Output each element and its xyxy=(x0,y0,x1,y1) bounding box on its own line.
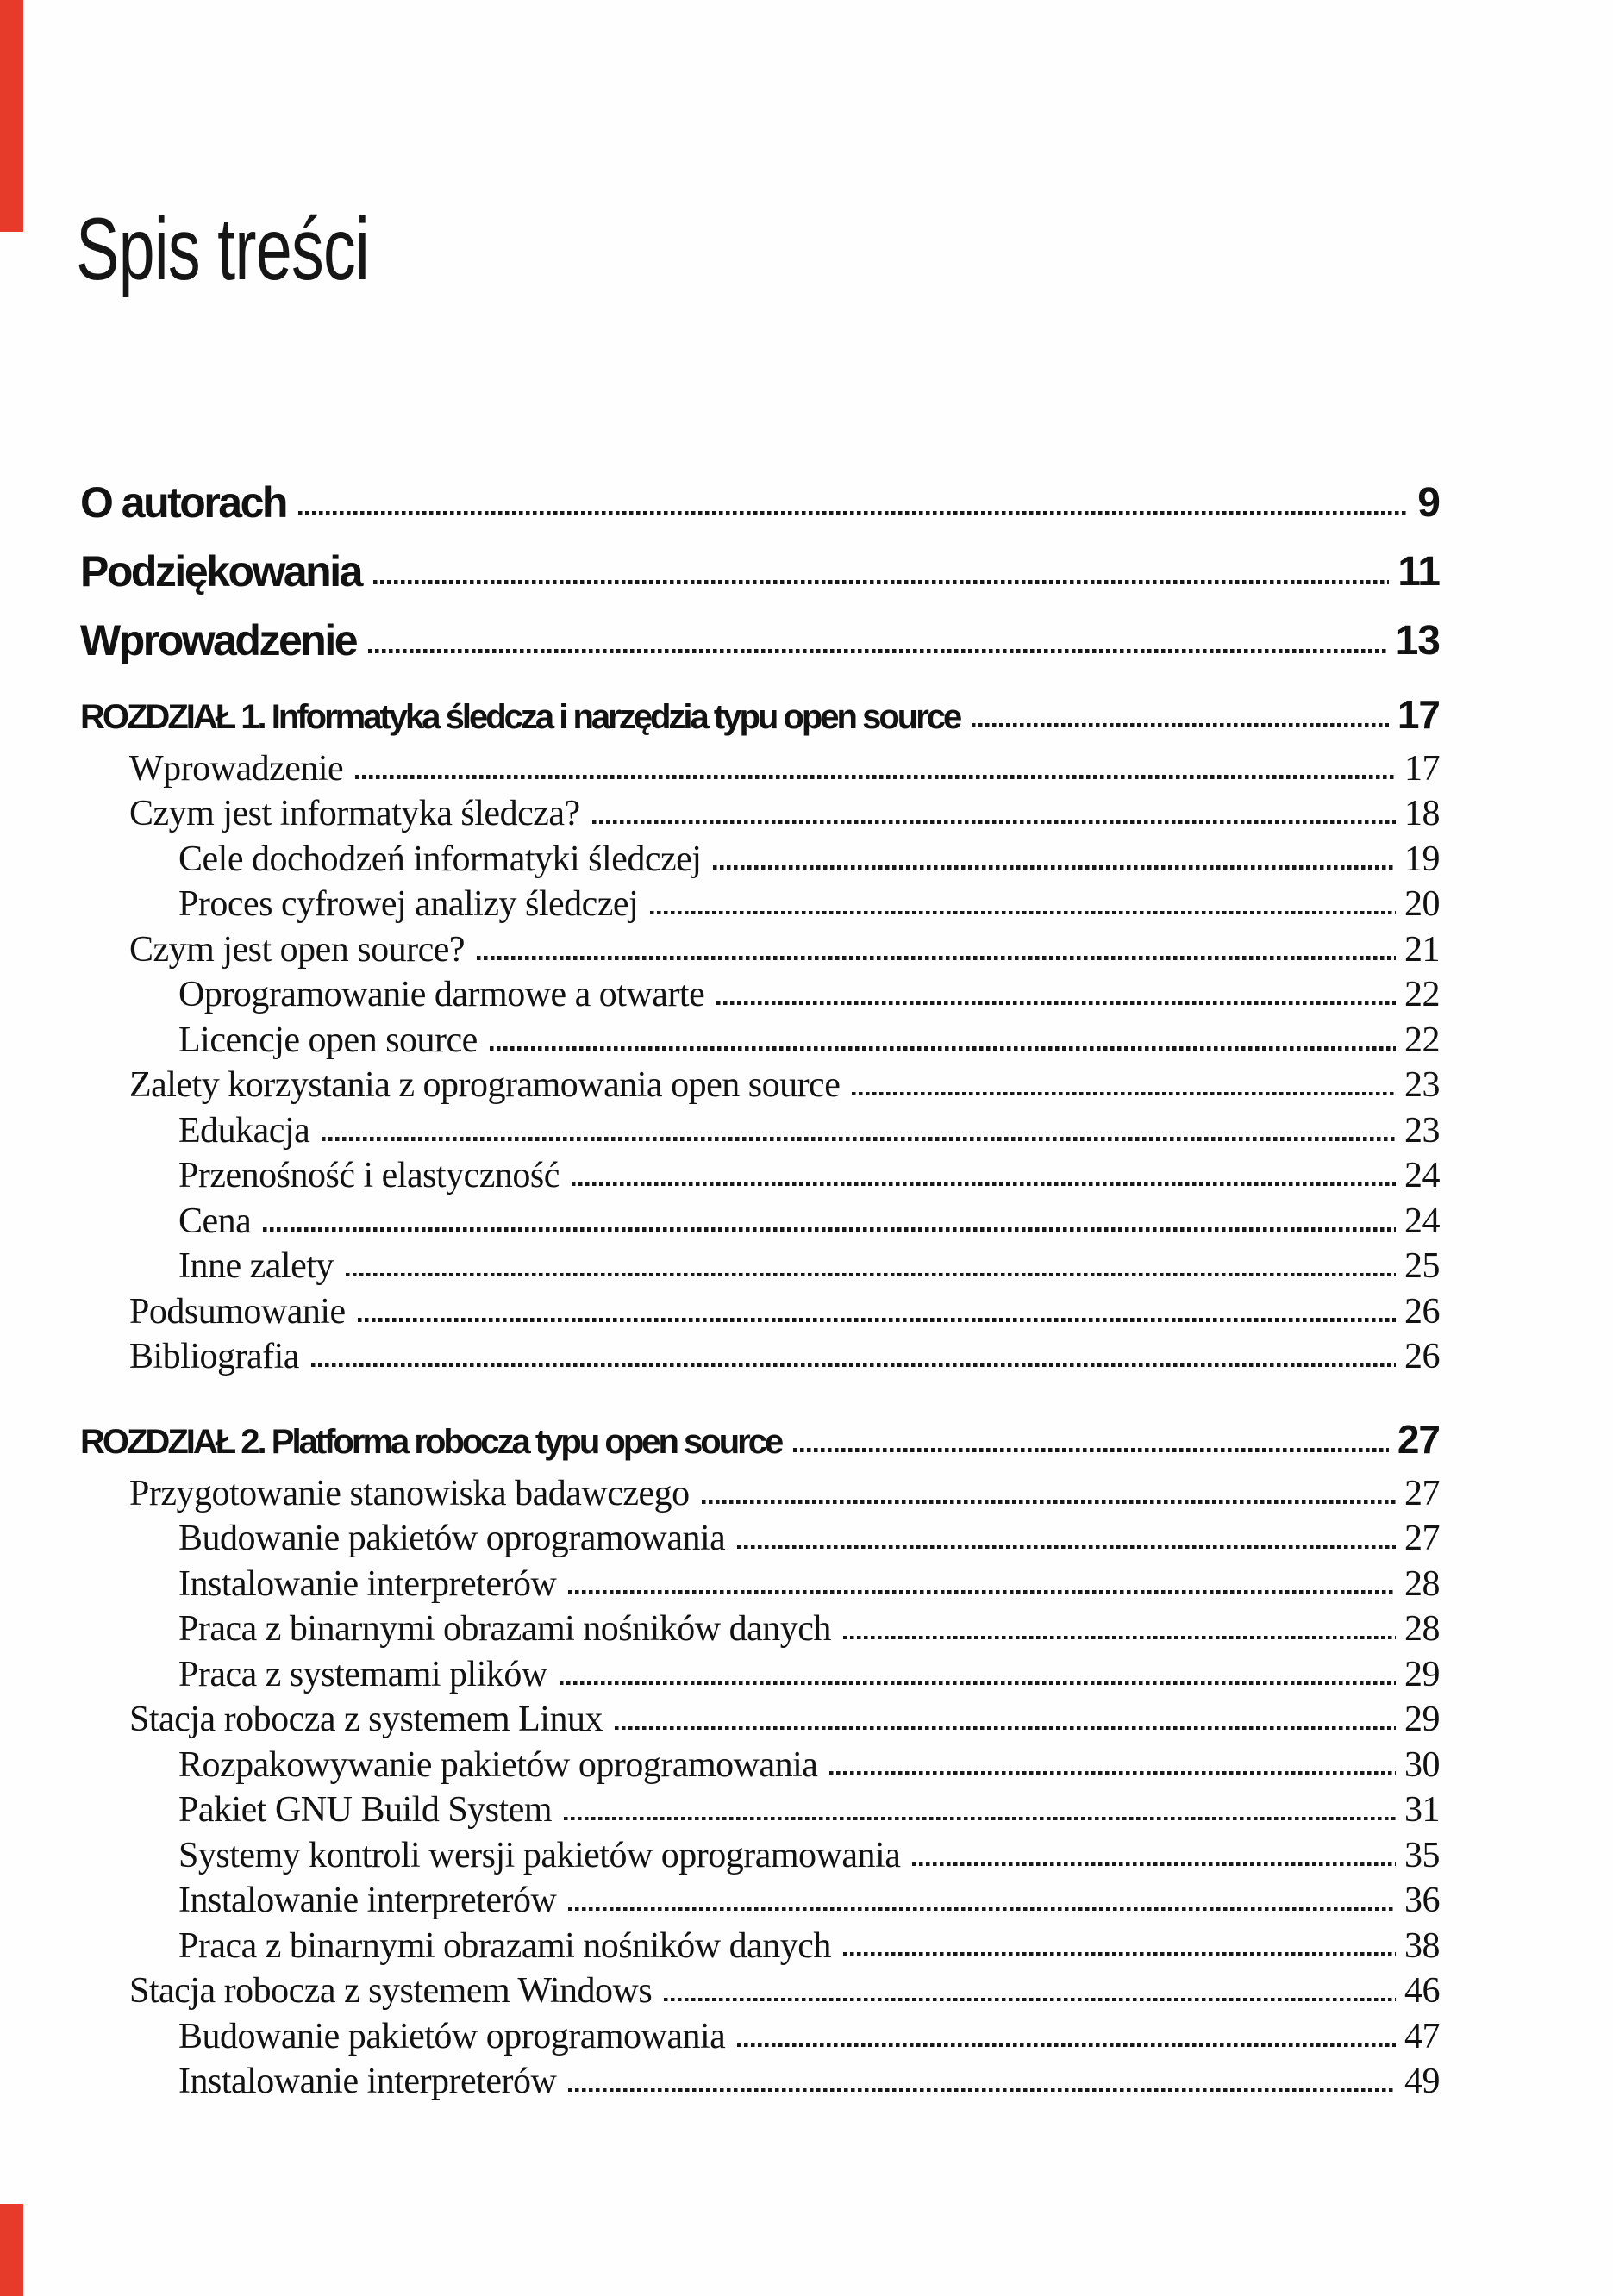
entry-label: Budowanie pakietów oprogramowania xyxy=(178,1519,726,1558)
entry-label: Cele dochodzeń informatyki śledczej xyxy=(178,839,702,879)
dotted-leader xyxy=(737,2043,1396,2047)
entry-label: Przygotowanie stanowiska badawczego xyxy=(129,1473,690,1513)
dotted-leader xyxy=(358,1318,1396,1322)
dotted-leader xyxy=(829,1771,1396,1775)
toc-entry xyxy=(80,1105,1440,1151)
dotted-leader xyxy=(843,1636,1396,1640)
entry-label: Wprowadzenie xyxy=(80,616,357,664)
toc-front-entry xyxy=(80,533,1440,602)
page-number: 47 xyxy=(1404,2016,1440,2056)
entry-label: Edukacja xyxy=(178,1110,310,1151)
dotted-leader xyxy=(650,911,1396,915)
page-number: 25 xyxy=(1404,1246,1440,1286)
page-number: 24 xyxy=(1404,1201,1440,1241)
entry-label: Proces cyfrowej analizy śledczej xyxy=(178,884,639,924)
entry-label: Podsumowanie xyxy=(129,1291,346,1332)
toc-entry xyxy=(80,2011,1440,2056)
page-number: 23 xyxy=(1404,1110,1440,1151)
dotted-leader xyxy=(263,1227,1396,1232)
page-number: 23 xyxy=(1404,1065,1440,1105)
entry-label: Podziękowania xyxy=(80,547,361,596)
dotted-leader xyxy=(713,865,1396,870)
dotted-leader xyxy=(490,1046,1396,1051)
page-number: 30 xyxy=(1404,1744,1440,1785)
toc-entry xyxy=(80,1966,1440,2012)
page-number: 18 xyxy=(1404,794,1440,833)
page-number: 38 xyxy=(1404,1925,1440,1966)
toc-entry xyxy=(80,2056,1440,2102)
toc-entry xyxy=(80,1513,1440,1559)
dotted-leader xyxy=(298,511,1409,516)
chapter-group xyxy=(80,671,1440,1376)
toc-entry xyxy=(80,789,1440,834)
toc-front-entry xyxy=(80,464,1440,533)
page-number: 9 xyxy=(1417,480,1440,526)
entry-label: Praca z binarnymi obrazami nośników danych xyxy=(178,1925,831,1966)
page-number: 22 xyxy=(1404,1020,1440,1060)
entry-label: Czym jest open source? xyxy=(129,929,466,970)
toc-entry xyxy=(80,924,1440,970)
entry-label: ROZDZIAŁ 1. Informatyka śledcza i narzędzia typu open source xyxy=(80,698,960,736)
toc-entry xyxy=(80,1558,1440,1604)
dotted-leader xyxy=(564,1817,1396,1821)
page-number: 28 xyxy=(1404,1563,1440,1604)
page-number: 22 xyxy=(1404,975,1440,1014)
page-number: 17 xyxy=(1404,748,1440,789)
page-number: 26 xyxy=(1404,1291,1440,1332)
entry-label: Bibliografia xyxy=(129,1337,299,1376)
entry-label: Budowanie pakietów oprogramowania xyxy=(178,2016,726,2056)
page-number: 19 xyxy=(1404,839,1440,879)
dotted-leader xyxy=(702,1500,1396,1504)
page-number: 21 xyxy=(1404,929,1440,970)
page-number: 17 xyxy=(1397,692,1440,737)
dotted-leader xyxy=(355,775,1396,779)
dotted-leader xyxy=(568,1907,1396,1912)
toc-entry xyxy=(80,743,1440,789)
toc-entry xyxy=(80,1694,1440,1740)
dotted-leader xyxy=(373,580,1389,585)
entry-label: Praca z binarnymi obrazami nośników danych xyxy=(178,1609,831,1649)
entry-label: Pakiet GNU Build System xyxy=(178,1790,553,1830)
entry-label: Instalowanie interpreterów xyxy=(178,2062,557,2101)
page-number: 27 xyxy=(1404,1473,1440,1513)
toc-entry xyxy=(80,1604,1440,1650)
entry-label: Licencje open source xyxy=(178,1020,478,1060)
spine-accent-top xyxy=(0,0,23,232)
toc-chapter-header xyxy=(80,671,1440,743)
entry-label: Inne zalety xyxy=(178,1246,334,1286)
dotted-leader xyxy=(568,2088,1396,2093)
entry-label: Wprowadzenie xyxy=(129,748,344,789)
dotted-leader xyxy=(972,723,1389,728)
dotted-leader xyxy=(793,1448,1389,1453)
dotted-leader xyxy=(843,1952,1396,1956)
entry-label: Praca z systemami plików xyxy=(178,1654,547,1694)
toc-entry xyxy=(80,1014,1440,1060)
dotted-leader xyxy=(322,1137,1396,1141)
dotted-leader xyxy=(311,1363,1396,1368)
entry-label: Systemy kontroli wersji pakietów oprogramowania xyxy=(178,1835,901,1875)
toc-front-entry xyxy=(80,602,1440,671)
dotted-leader xyxy=(560,1681,1396,1685)
page-number: 20 xyxy=(1404,884,1440,924)
dotted-leader xyxy=(592,820,1396,825)
entry-label: O autorach xyxy=(80,478,286,527)
entry-label: Przenośność i elastyczność xyxy=(178,1156,560,1195)
page-number: 29 xyxy=(1404,1700,1440,1739)
toc-entry xyxy=(80,1195,1440,1241)
toc-chapter-header xyxy=(80,1395,1440,1468)
entry-label: Zalety korzystania z oprogramowania open source xyxy=(129,1065,841,1105)
page-title: Spis treści xyxy=(76,200,370,298)
dotted-leader xyxy=(568,1590,1396,1594)
toc-entry xyxy=(80,1875,1440,1921)
page-number: 49 xyxy=(1404,2062,1440,2101)
toc-entry xyxy=(80,1332,1440,1377)
toc-entry xyxy=(80,1241,1440,1287)
entry-label: Stacja robocza z systemem Windows xyxy=(129,1971,653,2011)
dotted-leader xyxy=(737,1545,1396,1550)
toc-entry xyxy=(80,879,1440,925)
page-number: 27 xyxy=(1397,1417,1440,1462)
page-number: 35 xyxy=(1404,1835,1440,1875)
page-number: 26 xyxy=(1404,1337,1440,1376)
spine-accent-bottom xyxy=(0,2204,23,2296)
toc-entry xyxy=(80,970,1440,1015)
entry-label: Cena xyxy=(178,1201,252,1241)
dotted-leader xyxy=(912,1862,1396,1866)
dotted-leader xyxy=(477,956,1396,960)
dotted-leader xyxy=(852,1092,1396,1096)
entry-label: ROZDZIAŁ 2. Platforma robocza typu open source xyxy=(80,1423,782,1461)
toc-entry xyxy=(80,1286,1440,1332)
toc-entry xyxy=(80,1649,1440,1694)
toc-entry xyxy=(80,833,1440,879)
toc-entry xyxy=(80,1468,1440,1513)
dotted-leader xyxy=(716,1001,1396,1006)
page-number: 31 xyxy=(1404,1790,1440,1830)
page-number: 28 xyxy=(1404,1609,1440,1649)
table-of-contents xyxy=(80,464,1440,2101)
dotted-leader xyxy=(572,1182,1396,1187)
entry-label: Instalowanie interpreterów xyxy=(178,1881,557,1920)
dotted-leader xyxy=(664,1998,1396,2002)
page-number: 13 xyxy=(1395,618,1440,664)
toc-entry xyxy=(80,1739,1440,1785)
toc-entry xyxy=(80,1151,1440,1196)
page-number: 24 xyxy=(1404,1156,1440,1195)
dotted-leader xyxy=(615,1726,1396,1731)
toc-entry xyxy=(80,1830,1440,1875)
page-number: 29 xyxy=(1404,1654,1440,1694)
entry-label: Stacja robocza z systemem Linux xyxy=(129,1700,603,1739)
dotted-leader xyxy=(368,649,1387,654)
entry-label: Rozpakowywanie pakietów oprogramowania xyxy=(178,1744,818,1785)
page-number: 11 xyxy=(1397,549,1440,595)
page-number: 36 xyxy=(1404,1881,1440,1920)
toc-entry xyxy=(80,1920,1440,1966)
dotted-leader xyxy=(346,1273,1396,1277)
entry-label: Czym jest informatyka śledcza? xyxy=(129,794,580,833)
page-number: 27 xyxy=(1404,1519,1440,1558)
toc-entry xyxy=(80,1785,1440,1831)
entry-label: Oprogramowanie darmowe a otwarte xyxy=(178,975,705,1014)
toc-entry xyxy=(80,1060,1440,1106)
entry-label: Instalowanie interpreterów xyxy=(178,1563,557,1604)
page-number: 46 xyxy=(1404,1971,1440,2011)
chapter-group xyxy=(80,1395,1440,2101)
